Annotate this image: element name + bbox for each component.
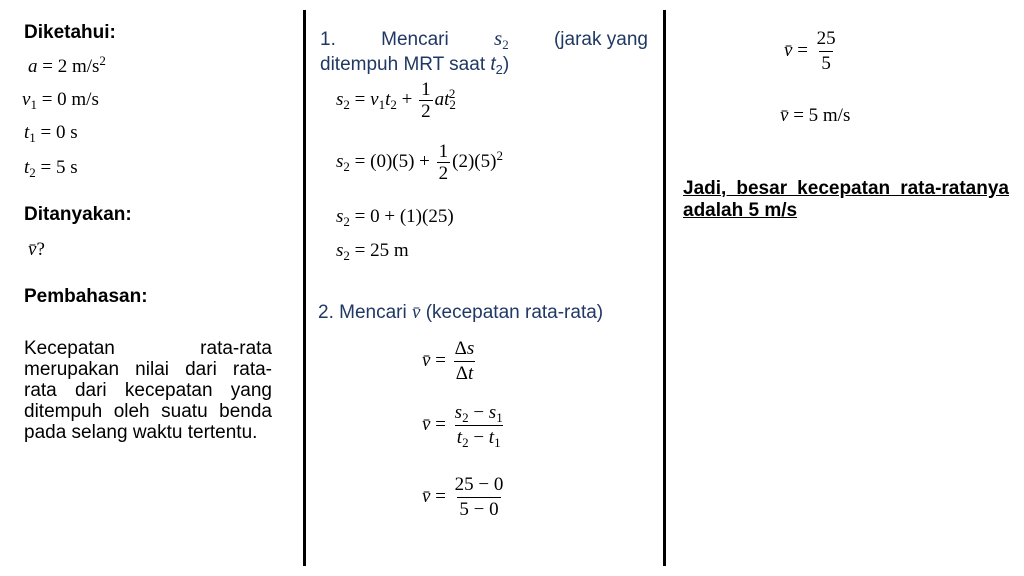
given-acceleration: a = 2 $m/s^2$: [28, 53, 106, 77]
step1-heading: 1. Mencari $s_2$ (jarak yang ditempuh MRT saat $t_2$): [320, 26, 648, 77]
diketahui-heading: Diketahui:: [24, 22, 116, 43]
given-initial-velocity: $v_1 = 0$ m/s: [22, 89, 99, 112]
equation-v-definition: v̄ = $\frac{\Delta s}{\Delta t}$: [422, 338, 475, 384]
equation-s2-result: $s_2 = 25$ m: [336, 240, 409, 263]
pembahasan-heading: Pembahasan:: [24, 286, 148, 307]
equation-v-fraction: v̄ = $\frac{25}{5}$: [784, 28, 836, 74]
equation-v-general: v̄ = $\frac{s_2 - s_1}{t_2 - t_1}$: [422, 402, 503, 450]
given-t1: $t_1 = 0$ s: [24, 122, 78, 145]
column-divider-right: [663, 10, 666, 566]
given-t2: $t_2 = 5$ s: [24, 157, 78, 180]
equation-s2-substituted: $s_2 = (0)(5)$ + $\frac{1}{2}$ $(2)(5)^2$: [336, 141, 503, 184]
equation-s2-simplified: $s_2 = 0 + (1)(25)$: [336, 206, 454, 229]
equation-s2-formula: $s_2 = v_1t_2$ + $\frac{1}{2}$ $at_2^2$: [336, 79, 456, 122]
asked-average-velocity: v̄?: [28, 239, 45, 260]
equation-v-substituted: v̄ = $\frac{25 - 0}{5 - 0}$: [422, 474, 504, 520]
step2-heading: 2. Mencari v̄ (kecepatan rata-rata): [318, 302, 604, 323]
explanation-paragraph: Kecepatan rata-rata merupakan nilai dari rata-rata dari kecepatan yang ditempuh oleh suatu benda pada selang waktu tertentu.: [24, 338, 272, 443]
column-divider-left: [303, 10, 306, 566]
equation-v-result: v̄ = 5 m/s: [780, 105, 851, 126]
ditanyakan-heading: Ditanyakan:: [24, 204, 132, 225]
conclusion-text: Jadi, besar kecepatan rata-ratanya adalah 5 m/s: [683, 178, 1009, 221]
